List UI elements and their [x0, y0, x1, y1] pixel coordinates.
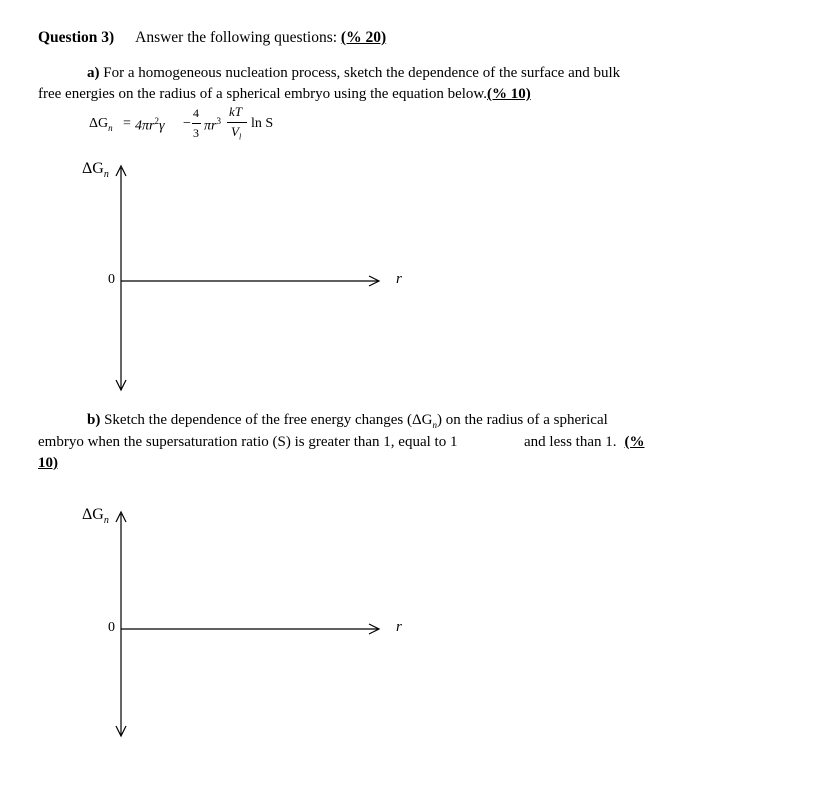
question-label: Question 3): [38, 29, 115, 46]
part-a-text2: free energies on the radius of a spherical embryo using the equation below.: [38, 86, 488, 102]
eq-frac2-den-sub: l: [238, 132, 242, 142]
question-points: (% 20): [340, 29, 387, 46]
part-b-inline-symbol: $\Delta G_n$: [412, 412, 437, 430]
eq-term2: πr: [204, 118, 217, 134]
eq-tail: ln S: [251, 116, 274, 131]
part-b-text2b: and less than 1.: [524, 434, 617, 450]
eq-frac1-num: 4: [193, 106, 199, 120]
eq-lhs: ΔG: [89, 116, 109, 131]
eq-frac1-den: 3: [193, 126, 199, 140]
eq-gamma: γ: [158, 118, 165, 134]
graph-a-x-label: r: [396, 271, 402, 287]
graph-a-y-label: $\Delta G_n$: [82, 160, 109, 181]
graph-b-y-label: $\Delta G_n$: [82, 506, 109, 527]
graph-b-x-label: r: [396, 619, 402, 635]
part-a-points: (% 10): [487, 86, 531, 102]
part-a-text1: For a homogeneous nucleation process, sketch the dependence of the surface and bulk: [103, 65, 621, 81]
part-b-text1-rest: ) on the radius of a spherical: [437, 412, 608, 428]
part-b-points-2: 10): [38, 455, 58, 471]
part-b-line2a: embryo when the supersaturation ratio (S) is greater than 1, equal to 1: [38, 434, 458, 450]
eq-lhs-sub: n: [108, 122, 113, 133]
part-b-label: b): [87, 412, 101, 428]
part-b-points-1: (%: [624, 434, 645, 450]
part-b-text1: Sketch the dependence of the free energy changes (: [104, 412, 413, 428]
part-a-label: a): [87, 65, 100, 81]
eq-term1: 4πr: [135, 118, 155, 134]
eq-frac2-num: kT: [229, 104, 242, 119]
question-prompt: Answer the following questions:: [135, 29, 338, 46]
eq-frac2-den: V: [231, 124, 239, 139]
graph-a-origin: 0: [108, 272, 115, 287]
eq-term2-sup: 3: [216, 116, 221, 126]
eq-equals: =: [123, 116, 131, 131]
eq-minus: −: [183, 116, 191, 131]
graph-b-origin: 0: [108, 620, 115, 635]
eq-term1-sup: 2: [154, 116, 159, 126]
